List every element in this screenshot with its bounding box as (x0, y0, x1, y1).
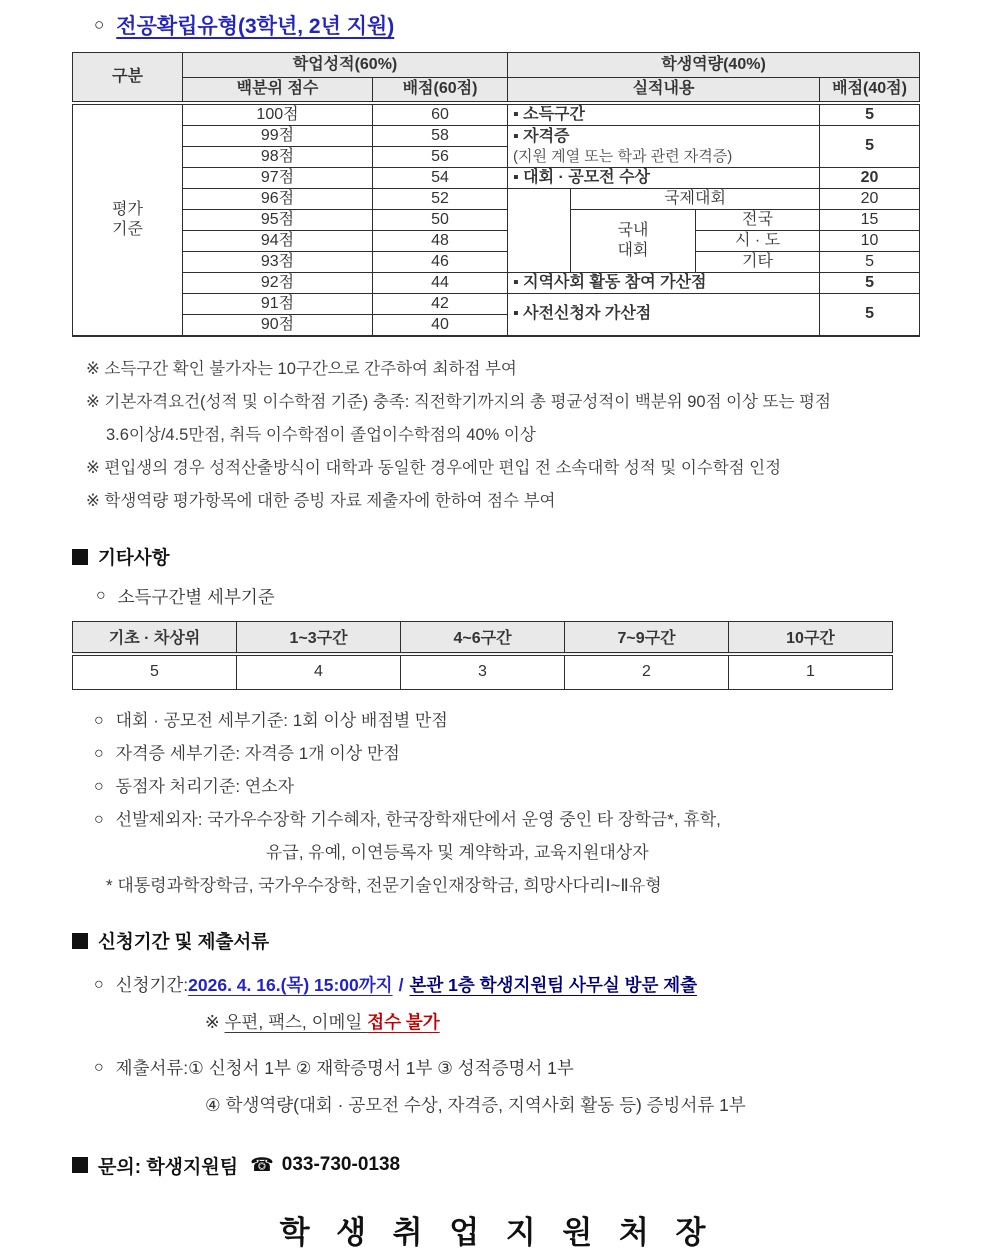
section-header-application (72, 928, 922, 954)
income-header: 4~6구간 (401, 621, 565, 654)
section-marker-icon (72, 933, 88, 949)
period-label: 신청기간: (115, 974, 189, 995)
percentile-cell: 94점 (183, 230, 373, 251)
percentile-cell: 98점 (183, 146, 373, 167)
income-value: 2 (565, 654, 729, 690)
detail-line (94, 803, 922, 836)
reference-mark: ※ (205, 1011, 225, 1032)
detail-line-continuation (266, 836, 922, 869)
points-cell: 40 (373, 314, 508, 336)
income-header: 7~9구간 (565, 621, 729, 654)
phone-number: 033-730-0138 (281, 1154, 401, 1175)
section-title: 신청기간 및 제출서류 (98, 930, 270, 952)
header-gubun: 구분 (73, 53, 183, 103)
table-row (73, 293, 920, 314)
points-cell: 48 (373, 230, 508, 251)
period-deadline: 2026. 4. 16.(목) 15:00까지 (188, 974, 393, 995)
table-row (73, 103, 920, 126)
percentile-cell: 90점 (183, 314, 373, 336)
value-national: 15 (820, 209, 920, 230)
circle-bullet-icon: ○ (94, 975, 104, 993)
period-separator: / (398, 974, 404, 995)
income-bracket-table (72, 621, 893, 690)
circle-bullet-icon: ○ (94, 744, 104, 762)
detail-footnote (106, 869, 922, 902)
points-cell: 44 (373, 272, 508, 293)
detail-text: 자격증 세부기준: 자격증 1개 이상 만점 (115, 743, 400, 763)
table-row (73, 230, 920, 251)
section-marker-icon (72, 1157, 88, 1173)
period-place: 본관 1층 학생지원팀 사무실 방문 제출 (409, 974, 698, 995)
header-percentile: 백분위 점수 (183, 78, 373, 103)
item-community: ▪ 지역사회 활동 참여 가산점 (508, 272, 820, 293)
item-international: 국제대회 (571, 188, 820, 209)
table-row (73, 188, 920, 209)
table-row (73, 125, 920, 146)
note-line-continuation: 3.6이상/4.5만점, 취득 이수학점이 졸업이수학점의 40% 이상 (106, 425, 536, 444)
value-community: 5 (820, 272, 920, 293)
detail-text: 동점자 처리기준: 연소자 (115, 776, 295, 796)
section-marker-icon (72, 549, 88, 565)
income-value: 1 (729, 654, 893, 690)
item-domestic (571, 209, 696, 272)
domestic-line2: 대회 (617, 241, 649, 259)
item-income: ▪ 소득구간 (508, 103, 820, 126)
mail-restriction-line (205, 1007, 922, 1037)
value-sido: 10 (820, 230, 920, 251)
points-cell: 60 (373, 103, 508, 126)
income-header: 10구간 (729, 621, 893, 654)
mail-not-accepted: 접수 불가 (367, 1011, 440, 1032)
table-row (73, 654, 893, 690)
note-line: ※ 편입생의 경우 성적산출방식이 대학과 동일한 경우에만 편입 전 소속대학 성적 및 이수학점 인정 (86, 458, 782, 477)
points-cell: 46 (373, 251, 508, 272)
circle-bullet-icon: ○ (94, 810, 104, 828)
points-cell: 42 (373, 293, 508, 314)
value-income: 5 (820, 103, 920, 126)
table-subheader-row (73, 78, 920, 103)
percentile-cell: 100점 (183, 103, 373, 126)
detail-line (94, 737, 922, 770)
percentile-cell: 93점 (183, 251, 373, 272)
item-sido: 시 · 도 (696, 230, 820, 251)
item-contest: ▪ 대회 · 공모전 수상 (508, 167, 820, 188)
circle-bullet-icon: ○ (94, 711, 104, 729)
note-line: ※ 학생역량 평가항목에 대한 증빙 자료 제출자에 한하여 점수 부여 (86, 491, 556, 510)
domestic-line1: 국내 (617, 221, 649, 239)
detail-text: 대회 · 공모전 세부기준: 1회 이상 배점별 만점 (115, 710, 448, 730)
contact-line (72, 1152, 922, 1179)
header-capability: 학생역량(40%) (508, 53, 920, 78)
percentile-cell: 97점 (183, 167, 373, 188)
page-title: 전공확립유형(3학년, 2년 지원) (116, 15, 395, 38)
criteria-table (72, 52, 920, 337)
row-label-line1: 평가 (112, 200, 143, 218)
percentile-cell: 91점 (183, 293, 373, 314)
detail-text: 유급, 유예, 이연등록자 및 계약학과, 교육지원대상자 (266, 842, 649, 862)
table-row (73, 272, 920, 293)
contest-gutter-cell (508, 188, 571, 272)
note-line: ※ 소득구간 확인 불가자는 10구간으로 간주하여 최하점 부여 (86, 359, 517, 378)
points-cell: 56 (373, 146, 508, 167)
table-header-row (73, 53, 920, 78)
income-criteria-subheader (96, 584, 922, 609)
points-cell: 58 (373, 125, 508, 146)
contact-label: 문의: 학생지원팀 (98, 1156, 239, 1178)
table-row (73, 167, 920, 188)
details-block (94, 704, 922, 902)
income-header: 기초 · 차상위 (73, 621, 237, 654)
section-title: 기타사항 (98, 546, 170, 568)
row-label-line2: 기준 (112, 220, 143, 238)
detail-text: 선발제외자: 국가우수장학 기수혜자, 한국장학재단에서 운영 중인 타 장학금*, 휴학, (115, 809, 721, 829)
detail-line (94, 770, 922, 803)
income-value: 4 (237, 654, 401, 690)
application-period-line (94, 970, 922, 1000)
documents-label: 제출서류: (115, 1057, 189, 1078)
value-etc: 5 (820, 251, 920, 272)
income-value: 5 (73, 654, 237, 690)
percentile-cell: 95점 (183, 209, 373, 230)
header-academic: 학업성적(60%) (183, 53, 508, 78)
percentile-cell: 96점 (183, 188, 373, 209)
detail-line (94, 704, 922, 737)
item-etc: 기타 (696, 251, 820, 272)
certificate-label: ▪ 자격증 (513, 127, 570, 145)
header-achievement: 실적내용 (508, 78, 820, 103)
footnote-text: * 대통령과학장학금, 국가우수장학, 전문기술인재장학금, 희망사다리Ⅰ~Ⅱ유형 (106, 875, 662, 895)
row-label-evaluation (73, 103, 183, 336)
documents-list-2: ④ 학생역량(대회 · 공모전 수상, 자격증, 지역사회 활동 등) 증빙서류 1부 (205, 1094, 746, 1115)
table-row (73, 209, 920, 230)
signature-title: 학 생 취 업 지 원 처 장 (279, 1214, 715, 1250)
item-preapply: ▪ 사전신청자 가산점 (508, 293, 820, 336)
percentile-cell: 99점 (183, 125, 373, 146)
item-certificate (508, 125, 820, 167)
notes-block (86, 353, 922, 518)
item-national: 전국 (696, 209, 820, 230)
documents-line-2 (205, 1090, 922, 1120)
note-line: ※ 기본자격요건(성적 및 이수학점 기준) 충족: 직전학기까지의 총 평균성적이 백분위 90점 이상 또는 평점 (86, 392, 831, 411)
circle-bullet-icon: ○ (94, 777, 104, 795)
income-header: 1~3구간 (237, 621, 401, 654)
table-header-row (73, 621, 893, 654)
subheader-label: 소득구간별 세부기준 (117, 586, 275, 607)
header-points60: 배점(60점) (373, 78, 508, 103)
points-cell: 50 (373, 209, 508, 230)
documents-list-1: ① 신청서 1부 ② 재학증명서 1부 ③ 성적증명서 1부 (188, 1057, 574, 1078)
certificate-sublabel: (지원 계열 또는 학과 관련 자격증) (513, 147, 733, 165)
header-points40: 배점(40점) (820, 78, 920, 103)
percentile-cell: 92점 (183, 272, 373, 293)
table-row (73, 251, 920, 272)
documents-line (94, 1053, 922, 1083)
value-international: 20 (820, 188, 920, 209)
points-cell: 54 (373, 167, 508, 188)
value-certificate: 5 (820, 125, 920, 167)
value-preapply: 5 (820, 293, 920, 336)
circle-bullet-icon: ○ (96, 587, 106, 604)
income-value: 3 (401, 654, 565, 690)
circle-bullet-icon: ○ (94, 15, 105, 34)
section-header-etc (72, 544, 922, 570)
value-contest: 20 (820, 167, 920, 188)
phone-icon: ☎ (250, 1154, 274, 1176)
mail-methods: 우편, 팩스, 이메일 (224, 1011, 368, 1032)
page-title-line (94, 10, 922, 40)
circle-bullet-icon: ○ (94, 1058, 104, 1076)
points-cell: 52 (373, 188, 508, 209)
